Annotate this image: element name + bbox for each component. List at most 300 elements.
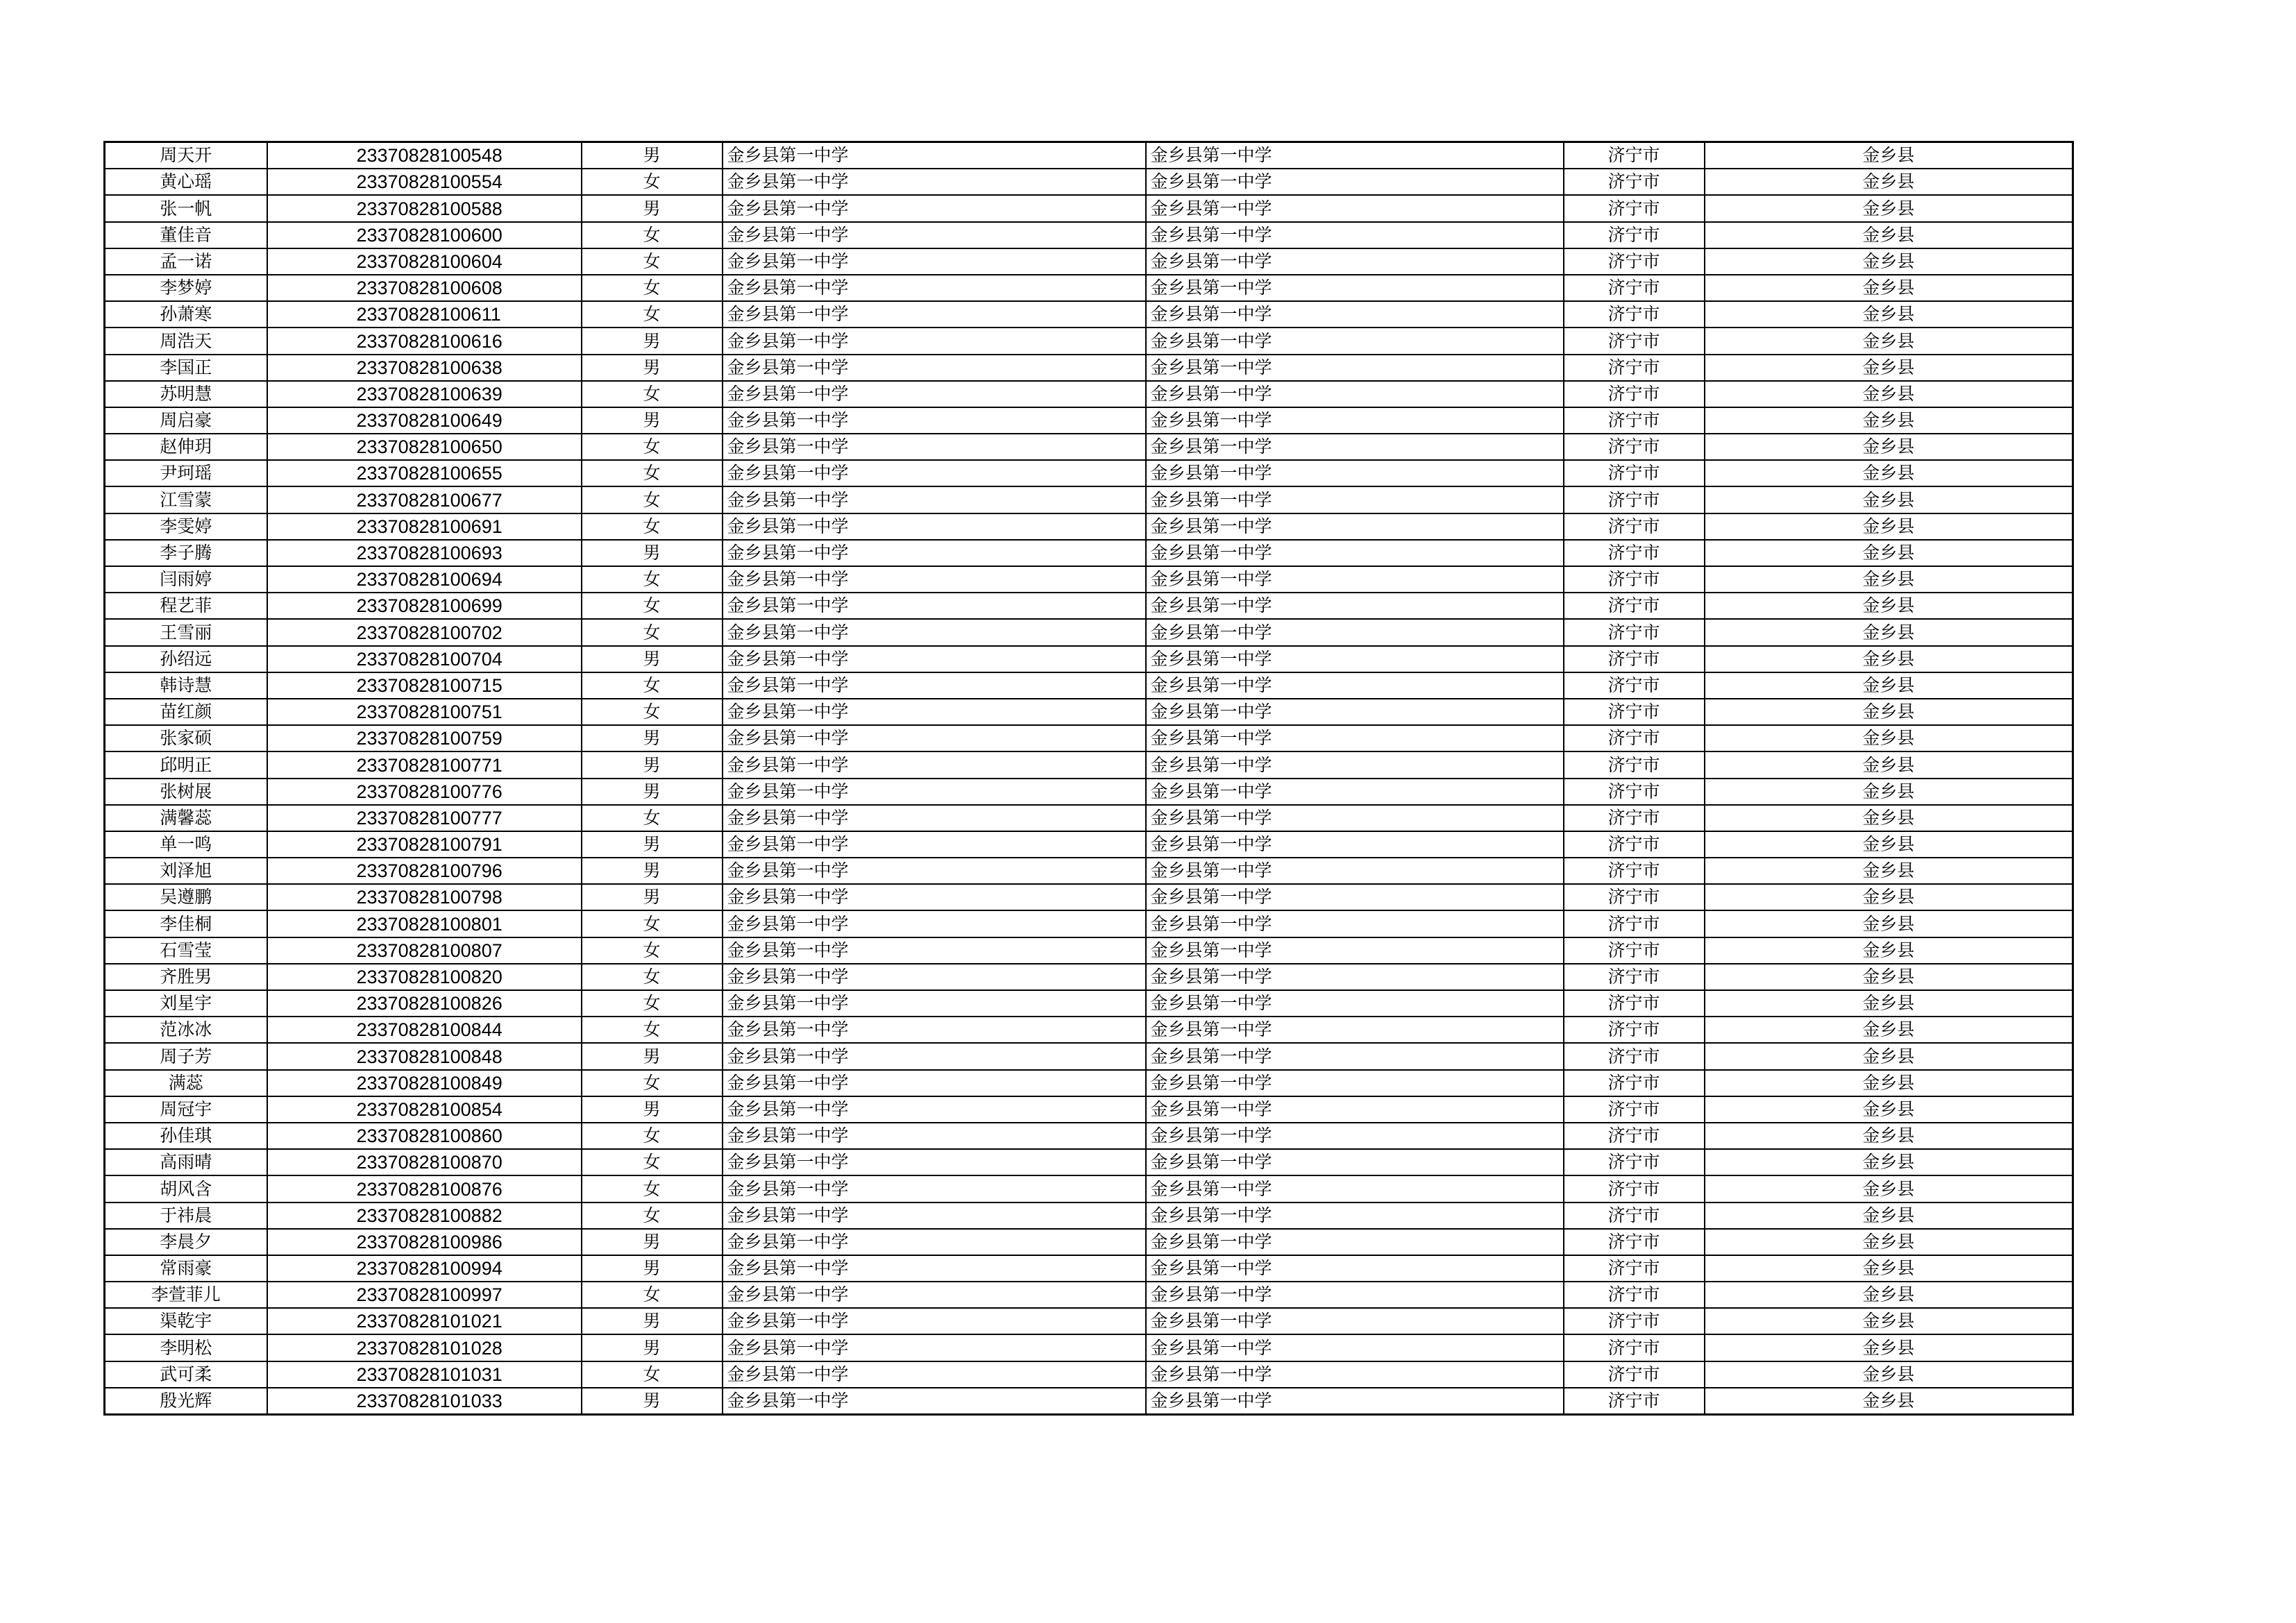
city-cell: 济宁市 <box>1564 195 1705 221</box>
county-cell: 金乡县 <box>1705 990 2073 1017</box>
enrolled-school-cell: 金乡县第一中学 <box>1146 566 1564 593</box>
exam-number-text: 23370828100655 <box>356 463 503 484</box>
school-name-cell: 金乡县第一中学 <box>723 486 1146 513</box>
enrolled-school-cell: 金乡县第一中学 <box>1146 328 1564 354</box>
city-cell: 济宁市 <box>1564 672 1705 699</box>
gender-cell: 男 <box>582 831 723 858</box>
school-name-cell: 金乡县第一中学 <box>723 1043 1146 1069</box>
city-cell: 济宁市 <box>1564 355 1705 381</box>
exam-number-cell <box>267 1388 582 1415</box>
table-row <box>105 1149 2073 1175</box>
school-name-cell: 金乡县第一中学 <box>723 646 1146 672</box>
exam-number-cell <box>267 1149 582 1175</box>
exam-number-text: 23370828100548 <box>356 145 503 167</box>
county-cell: 金乡县 <box>1705 169 2073 195</box>
student-name-cell: 孙佳琪 <box>105 1123 267 1149</box>
table-row <box>105 1070 2073 1096</box>
table-row <box>105 195 2073 221</box>
city-cell: 济宁市 <box>1564 593 1705 619</box>
county-cell: 金乡县 <box>1705 937 2073 964</box>
student-name-cell: 孙绍远 <box>105 646 267 672</box>
gender-cell: 女 <box>582 1203 723 1229</box>
exam-number-text: 23370828100986 <box>356 1231 503 1252</box>
student-name-cell: 苏明慧 <box>105 381 267 407</box>
school-name-cell: 金乡县第一中学 <box>723 142 1146 169</box>
student-name-cell: 李雯婷 <box>105 513 267 540</box>
table-row <box>105 1255 2073 1282</box>
exam-number-cell <box>267 964 582 990</box>
exam-number-text: 23370828100759 <box>356 728 503 749</box>
school-name-cell: 金乡县第一中学 <box>723 1388 1146 1415</box>
enrolled-school-cell: 金乡县第一中学 <box>1146 222 1564 248</box>
table-row <box>105 1229 2073 1255</box>
table-row <box>105 725 2073 751</box>
student-name-cell: 周天开 <box>105 142 267 169</box>
exam-number-text: 23370828100820 <box>356 967 503 987</box>
county-cell: 金乡县 <box>1705 142 2073 169</box>
exam-number-cell <box>267 1096 582 1123</box>
student-name-cell: 邱明正 <box>105 751 267 778</box>
city-cell: 济宁市 <box>1564 169 1705 195</box>
enrolled-school-cell: 金乡县第一中学 <box>1146 355 1564 381</box>
school-name-cell: 金乡县第一中学 <box>723 381 1146 407</box>
exam-number-text: 23370828100600 <box>356 224 503 246</box>
table-row <box>105 222 2073 248</box>
county-cell: 金乡县 <box>1705 1017 2073 1043</box>
city-cell: 济宁市 <box>1564 1175 1705 1202</box>
city-cell: 济宁市 <box>1564 619 1705 645</box>
gender-cell: 男 <box>582 1229 723 1255</box>
city-cell: 济宁市 <box>1564 1149 1705 1175</box>
school-name-cell: 金乡县第一中学 <box>723 831 1146 858</box>
enrolled-school-cell: 金乡县第一中学 <box>1146 779 1564 805</box>
city-cell: 济宁市 <box>1564 751 1705 778</box>
exam-number-cell <box>267 646 582 672</box>
city-cell: 济宁市 <box>1564 407 1705 434</box>
gender-cell: 女 <box>582 301 723 328</box>
school-name-cell: 金乡县第一中学 <box>723 1361 1146 1388</box>
enrolled-school-cell: 金乡县第一中学 <box>1146 619 1564 645</box>
exam-number-cell <box>267 1043 582 1069</box>
gender-cell: 男 <box>582 540 723 566</box>
exam-number-cell <box>267 1308 582 1334</box>
enrolled-school-cell: 金乡县第一中学 <box>1146 831 1564 858</box>
student-name-cell: 刘星宇 <box>105 990 267 1017</box>
exam-number-text: 23370828100699 <box>356 595 503 617</box>
gender-cell: 男 <box>582 858 723 884</box>
school-name-cell: 金乡县第一中学 <box>723 328 1146 354</box>
exam-number-cell <box>267 619 582 645</box>
exam-number-text: 23370828101031 <box>356 1363 503 1385</box>
county-cell: 金乡县 <box>1705 248 2073 275</box>
gender-cell: 女 <box>582 593 723 619</box>
gender-cell: 女 <box>582 672 723 699</box>
county-cell: 金乡县 <box>1705 699 2073 725</box>
county-cell: 金乡县 <box>1705 1070 2073 1096</box>
table-row <box>105 1123 2073 1149</box>
school-name-cell: 金乡县第一中学 <box>723 1096 1146 1123</box>
student-name-cell: 武可柔 <box>105 1361 267 1388</box>
county-cell: 金乡县 <box>1705 858 2073 884</box>
gender-cell: 女 <box>582 805 723 831</box>
enrolled-school-cell: 金乡县第一中学 <box>1146 1043 1564 1069</box>
table-row <box>105 884 2073 910</box>
enrolled-school-cell: 金乡县第一中学 <box>1146 699 1564 725</box>
exam-number-cell <box>267 407 582 434</box>
gender-cell: 女 <box>582 699 723 725</box>
gender-cell: 女 <box>582 169 723 195</box>
exam-number-text: 23370828100826 <box>356 993 503 1014</box>
county-cell: 金乡县 <box>1705 646 2073 672</box>
student-name-cell: 韩诗慧 <box>105 672 267 699</box>
enrolled-school-cell: 金乡县第一中学 <box>1146 593 1564 619</box>
gender-cell: 女 <box>582 990 723 1017</box>
exam-number-text: 23370828100860 <box>356 1125 503 1147</box>
city-cell: 济宁市 <box>1564 1070 1705 1096</box>
exam-number-text: 23370828100771 <box>356 754 503 776</box>
exam-number-cell <box>267 195 582 221</box>
gender-cell: 女 <box>582 937 723 964</box>
enrolled-school-cell: 金乡县第一中学 <box>1146 990 1564 1017</box>
county-cell: 金乡县 <box>1705 1255 2073 1282</box>
gender-cell: 女 <box>582 619 723 645</box>
city-cell: 济宁市 <box>1564 805 1705 831</box>
county-cell: 金乡县 <box>1705 619 2073 645</box>
city-cell: 济宁市 <box>1564 858 1705 884</box>
exam-number-cell <box>267 169 582 195</box>
enrolled-school-cell: 金乡县第一中学 <box>1146 1361 1564 1388</box>
student-name-cell: 李晨夕 <box>105 1229 267 1255</box>
table-row <box>105 486 2073 513</box>
student-name-cell: 孟一诺 <box>105 248 267 275</box>
exam-number-text: 23370828100844 <box>356 1019 503 1041</box>
gender-cell: 男 <box>582 142 723 169</box>
county-cell: 金乡县 <box>1705 301 2073 328</box>
gender-cell: 女 <box>582 460 723 486</box>
city-cell: 济宁市 <box>1564 460 1705 486</box>
student-name-cell: 李国正 <box>105 355 267 381</box>
city-cell: 济宁市 <box>1564 646 1705 672</box>
table-row <box>105 275 2073 301</box>
city-cell: 济宁市 <box>1564 248 1705 275</box>
city-cell: 济宁市 <box>1564 831 1705 858</box>
exam-number-cell <box>267 248 582 275</box>
table-row <box>105 328 2073 354</box>
student-name-cell: 董佳音 <box>105 222 267 248</box>
table-row <box>105 355 2073 381</box>
county-cell: 金乡县 <box>1705 540 2073 566</box>
student-name-cell: 齐胜男 <box>105 964 267 990</box>
school-name-cell: 金乡县第一中学 <box>723 540 1146 566</box>
gender-cell: 男 <box>582 195 723 221</box>
table-row <box>105 910 2073 937</box>
school-name-cell: 金乡县第一中学 <box>723 1203 1146 1229</box>
gender-cell: 男 <box>582 779 723 805</box>
city-cell: 济宁市 <box>1564 699 1705 725</box>
student-name-cell: 刘泽旭 <box>105 858 267 884</box>
exam-number-cell <box>267 513 582 540</box>
city-cell: 济宁市 <box>1564 937 1705 964</box>
enrolled-school-cell: 金乡县第一中学 <box>1146 910 1564 937</box>
school-name-cell: 金乡县第一中学 <box>723 355 1146 381</box>
school-name-cell: 金乡县第一中学 <box>723 248 1146 275</box>
school-name-cell: 金乡县第一中学 <box>723 301 1146 328</box>
table-row <box>105 381 2073 407</box>
exam-number-cell <box>267 672 582 699</box>
gender-cell: 女 <box>582 486 723 513</box>
exam-number-cell <box>267 1334 582 1361</box>
table-row <box>105 1175 2073 1202</box>
exam-number-text: 23370828100994 <box>356 1258 503 1280</box>
city-cell: 济宁市 <box>1564 1361 1705 1388</box>
exam-number-cell <box>267 937 582 964</box>
table-row <box>105 301 2073 328</box>
school-name-cell: 金乡县第一中学 <box>723 990 1146 1017</box>
city-cell: 济宁市 <box>1564 964 1705 990</box>
table-row <box>105 1282 2073 1308</box>
gender-cell: 女 <box>582 381 723 407</box>
exam-number-cell <box>267 434 582 460</box>
student-list-table <box>103 141 2074 1416</box>
exam-number-cell <box>267 884 582 910</box>
city-cell: 济宁市 <box>1564 884 1705 910</box>
city-cell: 济宁市 <box>1564 1282 1705 1308</box>
county-cell: 金乡县 <box>1705 1282 2073 1308</box>
enrolled-school-cell: 金乡县第一中学 <box>1146 672 1564 699</box>
school-name-cell: 金乡县第一中学 <box>723 699 1146 725</box>
student-name-cell: 渠乾宇 <box>105 1308 267 1334</box>
enrolled-school-cell: 金乡县第一中学 <box>1146 646 1564 672</box>
enrolled-school-cell: 金乡县第一中学 <box>1146 1096 1564 1123</box>
exam-number-text: 23370828100693 <box>356 543 503 563</box>
student-name-cell: 王雪丽 <box>105 619 267 645</box>
city-cell: 济宁市 <box>1564 1255 1705 1282</box>
county-cell: 金乡县 <box>1705 1361 2073 1388</box>
exam-number-cell <box>267 355 582 381</box>
table-row <box>105 937 2073 964</box>
table-row <box>105 1388 2073 1415</box>
exam-number-text: 23370828100798 <box>356 887 503 908</box>
gender-cell: 男 <box>582 1096 723 1123</box>
exam-number-cell <box>267 858 582 884</box>
county-cell: 金乡县 <box>1705 805 2073 831</box>
gender-cell: 女 <box>582 1070 723 1096</box>
enrolled-school-cell: 金乡县第一中学 <box>1146 1123 1564 1149</box>
county-cell: 金乡县 <box>1705 1334 2073 1361</box>
exam-number-text: 23370828100776 <box>356 781 503 802</box>
city-cell: 济宁市 <box>1564 1308 1705 1334</box>
exam-number-text: 23370828100854 <box>356 1098 503 1120</box>
county-cell: 金乡县 <box>1705 1043 2073 1069</box>
county-cell: 金乡县 <box>1705 434 2073 460</box>
student-name-cell: 周启豪 <box>105 407 267 434</box>
enrolled-school-cell: 金乡县第一中学 <box>1146 1175 1564 1202</box>
school-name-cell: 金乡县第一中学 <box>723 672 1146 699</box>
table-row <box>105 566 2073 593</box>
gender-cell: 男 <box>582 1388 723 1415</box>
county-cell: 金乡县 <box>1705 486 2073 513</box>
gender-cell: 女 <box>582 248 723 275</box>
exam-number-text: 23370828101033 <box>356 1391 503 1411</box>
county-cell: 金乡县 <box>1705 222 2073 248</box>
gender-cell: 男 <box>582 355 723 381</box>
exam-number-text: 23370828100650 <box>356 436 503 458</box>
city-cell: 济宁市 <box>1564 910 1705 937</box>
exam-number-text: 23370828100807 <box>356 940 503 961</box>
table-row <box>105 1043 2073 1069</box>
county-cell: 金乡县 <box>1705 910 2073 937</box>
table-row <box>105 460 2073 486</box>
exam-number-cell <box>267 779 582 805</box>
exam-number-cell <box>267 1361 582 1388</box>
exam-number-text: 23370828100849 <box>356 1072 503 1094</box>
table-row <box>105 672 2073 699</box>
student-name-cell: 孙萧寒 <box>105 301 267 328</box>
exam-number-text: 23370828100882 <box>356 1205 503 1226</box>
city-cell: 济宁市 <box>1564 1229 1705 1255</box>
enrolled-school-cell: 金乡县第一中学 <box>1146 407 1564 434</box>
county-cell: 金乡县 <box>1705 1096 2073 1123</box>
exam-number-cell <box>267 910 582 937</box>
gender-cell: 男 <box>582 1255 723 1282</box>
student-name-cell: 李明松 <box>105 1334 267 1361</box>
enrolled-school-cell: 金乡县第一中学 <box>1146 486 1564 513</box>
enrolled-school-cell: 金乡县第一中学 <box>1146 1282 1564 1308</box>
student-name-cell: 吴遵鹏 <box>105 884 267 910</box>
student-name-cell: 赵伸玥 <box>105 434 267 460</box>
gender-cell: 女 <box>582 1282 723 1308</box>
gender-cell: 男 <box>582 751 723 778</box>
student-name-cell: 李子腾 <box>105 540 267 566</box>
city-cell: 济宁市 <box>1564 779 1705 805</box>
student-name-cell: 尹珂瑶 <box>105 460 267 486</box>
exam-number-cell <box>267 328 582 354</box>
exam-number-cell <box>267 725 582 751</box>
school-name-cell: 金乡县第一中学 <box>723 460 1146 486</box>
table-row <box>105 1334 2073 1361</box>
table-row <box>105 1017 2073 1043</box>
county-cell: 金乡县 <box>1705 381 2073 407</box>
school-name-cell: 金乡县第一中学 <box>723 858 1146 884</box>
county-cell: 金乡县 <box>1705 1149 2073 1175</box>
student-name-cell: 石雪莹 <box>105 937 267 964</box>
table-row <box>105 169 2073 195</box>
school-name-cell: 金乡县第一中学 <box>723 1123 1146 1149</box>
enrolled-school-cell: 金乡县第一中学 <box>1146 301 1564 328</box>
table-row <box>105 990 2073 1017</box>
city-cell: 济宁市 <box>1564 1017 1705 1043</box>
school-name-cell: 金乡县第一中学 <box>723 1255 1146 1282</box>
school-name-cell: 金乡县第一中学 <box>723 1070 1146 1096</box>
school-name-cell: 金乡县第一中学 <box>723 593 1146 619</box>
city-cell: 济宁市 <box>1564 1096 1705 1123</box>
enrolled-school-cell: 金乡县第一中学 <box>1146 434 1564 460</box>
enrolled-school-cell: 金乡县第一中学 <box>1146 513 1564 540</box>
student-name-cell: 殷光辉 <box>105 1388 267 1415</box>
city-cell: 济宁市 <box>1564 328 1705 354</box>
exam-number-cell <box>267 275 582 301</box>
exam-number-text: 23370828100616 <box>356 330 503 352</box>
enrolled-school-cell: 金乡县第一中学 <box>1146 937 1564 964</box>
table-row <box>105 619 2073 645</box>
table-row <box>105 407 2073 434</box>
county-cell: 金乡县 <box>1705 407 2073 434</box>
exam-number-text: 23370828100608 <box>356 278 503 299</box>
table-row <box>105 646 2073 672</box>
county-cell: 金乡县 <box>1705 275 2073 301</box>
exam-number-text: 23370828100649 <box>356 410 503 432</box>
gender-cell: 女 <box>582 1361 723 1388</box>
exam-number-cell <box>267 1255 582 1282</box>
gender-cell: 女 <box>582 275 723 301</box>
exam-number-cell <box>267 805 582 831</box>
exam-number-cell <box>267 699 582 725</box>
table-row <box>105 964 2073 990</box>
exam-number-text: 23370828100677 <box>356 489 503 511</box>
school-name-cell: 金乡县第一中学 <box>723 1175 1146 1202</box>
exam-number-text: 23370828100801 <box>356 913 503 935</box>
school-name-cell: 金乡县第一中学 <box>723 1282 1146 1308</box>
enrolled-school-cell: 金乡县第一中学 <box>1146 1255 1564 1282</box>
student-name-cell: 李萱菲儿 <box>105 1282 267 1308</box>
school-name-cell: 金乡县第一中学 <box>723 434 1146 460</box>
gender-cell: 女 <box>582 434 723 460</box>
enrolled-school-cell: 金乡县第一中学 <box>1146 1070 1564 1096</box>
gender-cell: 女 <box>582 964 723 990</box>
gender-cell: 男 <box>582 884 723 910</box>
table-row <box>105 1096 2073 1123</box>
county-cell: 金乡县 <box>1705 725 2073 751</box>
enrolled-school-cell: 金乡县第一中学 <box>1146 1388 1564 1415</box>
county-cell: 金乡县 <box>1705 1203 2073 1229</box>
student-name-cell: 胡风含 <box>105 1175 267 1202</box>
gender-cell: 男 <box>582 725 723 751</box>
exam-number-cell <box>267 1070 582 1096</box>
school-name-cell: 金乡县第一中学 <box>723 964 1146 990</box>
exam-number-cell <box>267 222 582 248</box>
table-row <box>105 779 2073 805</box>
exam-number-text: 23370828100702 <box>356 622 503 643</box>
student-name-cell: 常雨豪 <box>105 1255 267 1282</box>
table-row <box>105 805 2073 831</box>
school-name-cell: 金乡县第一中学 <box>723 619 1146 645</box>
gender-cell: 女 <box>582 1149 723 1175</box>
school-name-cell: 金乡县第一中学 <box>723 1017 1146 1043</box>
gender-cell: 男 <box>582 1043 723 1069</box>
county-cell: 金乡县 <box>1705 1123 2073 1149</box>
table-row <box>105 831 2073 858</box>
enrolled-school-cell: 金乡县第一中学 <box>1146 1203 1564 1229</box>
student-name-cell: 江雪蒙 <box>105 486 267 513</box>
gender-cell: 男 <box>582 646 723 672</box>
table-row <box>105 1203 2073 1229</box>
county-cell: 金乡县 <box>1705 1229 2073 1255</box>
exam-number-cell <box>267 831 582 858</box>
exam-number-text: 23370828100588 <box>356 198 503 219</box>
student-name-cell: 张家硕 <box>105 725 267 751</box>
school-name-cell: 金乡县第一中学 <box>723 910 1146 937</box>
gender-cell: 女 <box>582 1123 723 1149</box>
school-name-cell: 金乡县第一中学 <box>723 805 1146 831</box>
enrolled-school-cell: 金乡县第一中学 <box>1146 1229 1564 1255</box>
city-cell: 济宁市 <box>1564 725 1705 751</box>
enrolled-school-cell: 金乡县第一中学 <box>1146 805 1564 831</box>
school-name-cell: 金乡县第一中学 <box>723 937 1146 964</box>
enrolled-school-cell: 金乡县第一中学 <box>1146 725 1564 751</box>
exam-number-cell <box>267 1203 582 1229</box>
county-cell: 金乡县 <box>1705 566 2073 593</box>
city-cell: 济宁市 <box>1564 1043 1705 1069</box>
